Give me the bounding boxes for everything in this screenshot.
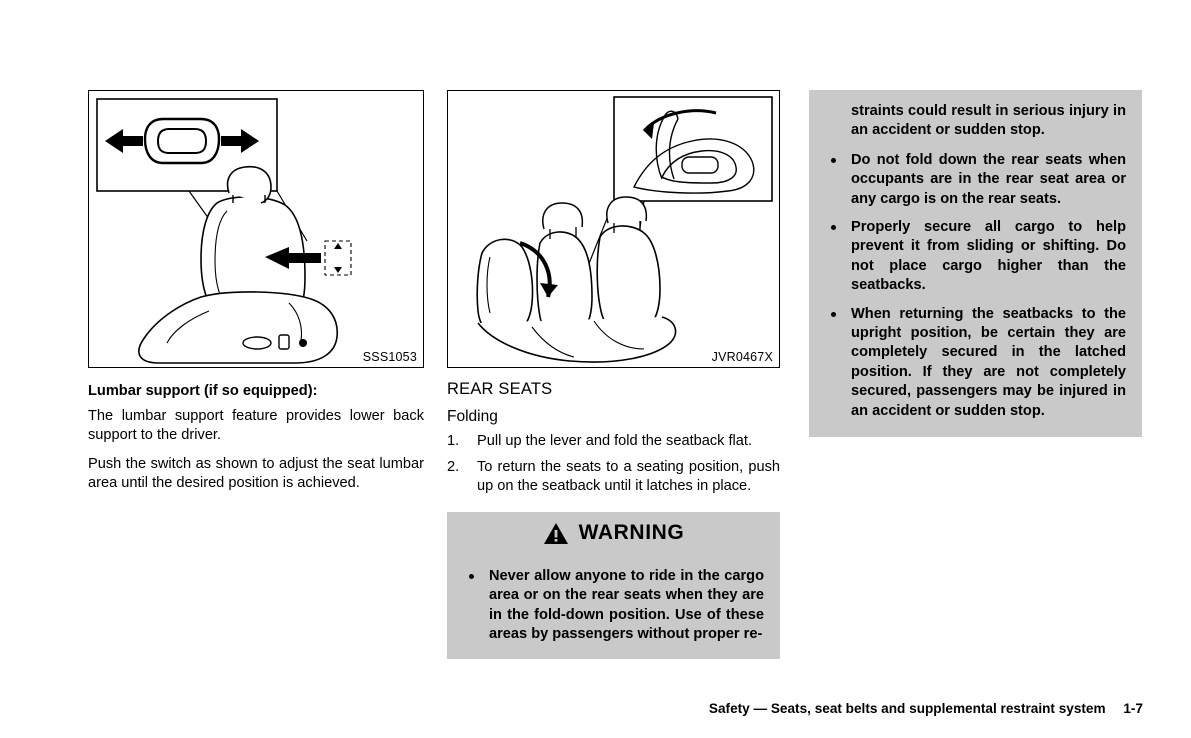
warning-label: WARNING xyxy=(578,521,685,545)
right-column xyxy=(809,90,1142,437)
page-number: 1-7 xyxy=(1123,701,1143,716)
bullet-icon xyxy=(831,158,836,163)
page-footer xyxy=(709,701,1143,716)
lumbar-support-figure xyxy=(88,90,424,368)
step-number: 1. xyxy=(447,433,460,449)
step-number: 2. xyxy=(447,458,460,475)
list-item xyxy=(825,305,1126,421)
warning-text: When returning the seatbacks to the upright position, be certain they are completely secured in the latched position. If they are not completely secured, passengers may be injured in an accident or sudden stop. xyxy=(851,305,1126,419)
figure-code: JVR0467X xyxy=(711,350,773,364)
bullet-icon xyxy=(831,225,836,230)
warning-triangle-icon xyxy=(543,522,569,545)
list-item xyxy=(825,218,1126,296)
warning-body xyxy=(447,555,780,659)
folding-steps-list xyxy=(447,432,780,496)
warning-text: Never allow anyone to ride in the cargo area or on the rear seats when they are in the fold-down position. Use of these areas by passengers without proper re- xyxy=(489,567,764,643)
left-column xyxy=(88,90,424,503)
rear-seat-fold-lever-illustration xyxy=(448,91,779,367)
lumbar-support-seat-illustration xyxy=(89,91,423,367)
warning-box xyxy=(447,512,780,659)
step-text: Pull up the lever and fold the seatback flat. xyxy=(477,433,753,449)
lumbar-support-heading: Lumbar support (if so equipped): xyxy=(88,383,318,399)
footer-title: Safety — Seats, seat belts and supplemental restraint system xyxy=(708,701,1106,716)
warning-header xyxy=(447,512,780,555)
lumbar-paragraph-2: Push the switch as shown to adjust the seat lumbar area until the desired position is achieved. xyxy=(88,455,424,491)
bullet-icon xyxy=(831,312,836,317)
warning-text: Do not fold down the rear seats when occupants are in the rear seat area or any cargo is on the rear seats. xyxy=(851,151,1126,207)
folding-sub-title: Folding xyxy=(447,408,498,425)
list-item xyxy=(447,458,780,496)
bullet-icon xyxy=(469,574,474,579)
warning-continuation-panel xyxy=(809,90,1142,437)
rear-seats-section-title: REAR SEATS xyxy=(447,380,553,398)
rear-seat-folding-figure xyxy=(447,90,780,368)
step-text: To return the seats to a seating position, push up on the seatback until it latches in place. xyxy=(477,458,780,494)
list-item xyxy=(463,567,764,645)
warning-continuation-text: straints could result in serious injury in an accident or sudden stop. xyxy=(851,103,1126,139)
warning-text: Properly secure all cargo to help prevent it from sliding or shifting. Do not place cargo higher than the seatbacks. xyxy=(851,219,1126,294)
lumbar-paragraph-1: The lumbar support feature provides lower back support to the driver. xyxy=(88,407,424,443)
middle-column xyxy=(447,90,780,659)
list-item xyxy=(447,432,780,451)
figure-code: SSS1053 xyxy=(362,350,417,364)
list-item xyxy=(825,151,1126,209)
